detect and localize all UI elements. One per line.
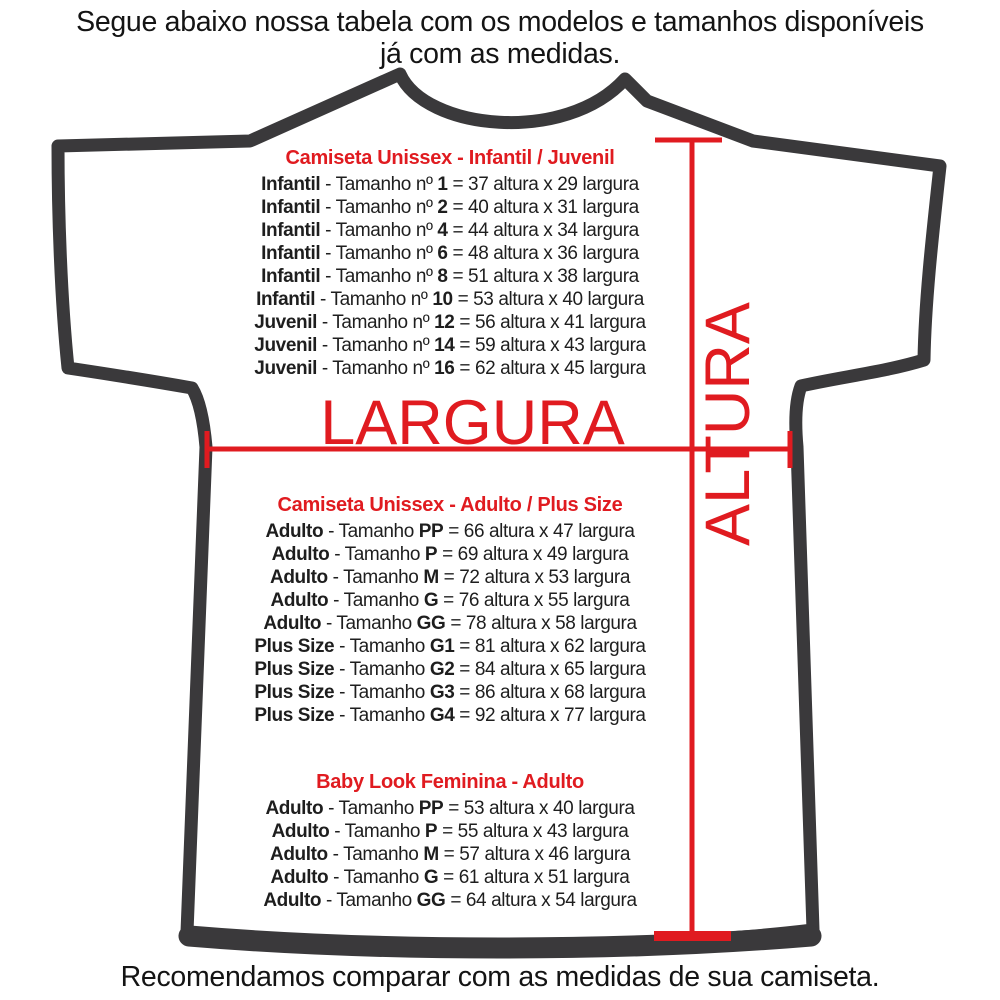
row-text: - Tamanho nº xyxy=(320,174,438,195)
row-category: Infantil xyxy=(261,220,321,241)
row-category: Adulto xyxy=(263,613,322,634)
row-text: - Tamanho xyxy=(323,521,419,542)
row-text: - Tamanho nº xyxy=(320,220,438,241)
footer-text: Recomendamos comparar com as medidas de sua camiseta. xyxy=(120,961,880,993)
row-text: - Tamanho xyxy=(334,682,430,703)
section-adulto-plus-size xyxy=(100,493,800,727)
size-row xyxy=(100,820,800,843)
row-text: - Tamanho nº xyxy=(316,335,435,356)
row-text: = 53 altura x 40 largura xyxy=(443,798,635,819)
section-rows xyxy=(100,173,800,380)
row-text: = 40 altura x 31 largura xyxy=(447,197,639,218)
size-row xyxy=(100,704,800,727)
row-text: = 53 altura x 40 largura xyxy=(452,289,644,310)
section-title: Camiseta Unissex - Infantil / Juvenil xyxy=(285,147,615,169)
size-row xyxy=(100,658,800,681)
row-category: Juvenil xyxy=(254,312,317,333)
row-size: G xyxy=(423,867,439,888)
row-size: 2 xyxy=(437,197,448,218)
size-row xyxy=(100,311,800,334)
size-row xyxy=(100,196,800,219)
size-row xyxy=(100,843,800,866)
row-size: 1 xyxy=(437,174,448,195)
size-row xyxy=(100,357,800,380)
section-infantil-juvenil xyxy=(100,146,800,380)
size-row xyxy=(100,265,800,288)
row-text: - Tamanho xyxy=(329,821,425,842)
row-text: = 57 altura x 46 largura xyxy=(438,844,630,865)
row-category: Infantil xyxy=(261,266,321,287)
row-text: - Tamanho xyxy=(327,844,424,865)
row-text: - Tamanho xyxy=(334,636,430,657)
intro-line-1: Segue abaixo nossa tabela com os modelos e tamanhos disponíveis xyxy=(76,6,924,38)
row-category: Infantil xyxy=(261,174,321,195)
size-row xyxy=(100,589,800,612)
row-category: Adulto xyxy=(265,521,324,542)
row-category: Plus Size xyxy=(254,659,335,680)
size-row xyxy=(100,681,800,704)
row-text: - Tamanho nº xyxy=(320,266,438,287)
row-text: - Tamanho nº xyxy=(320,197,438,218)
row-size: 10 xyxy=(432,289,453,310)
row-category: Juvenil xyxy=(254,335,317,356)
row-text: - Tamanho xyxy=(328,867,424,888)
row-text: = 78 altura x 58 largura xyxy=(445,613,637,634)
row-size: M xyxy=(423,567,439,588)
row-text: - Tamanho xyxy=(328,590,424,611)
row-size: 6 xyxy=(437,243,448,264)
row-text: - Tamanho nº xyxy=(315,289,433,310)
altura-label: ALTURA xyxy=(693,302,763,546)
row-text: = 51 altura x 38 largura xyxy=(447,266,639,287)
row-text: = 55 altura x 43 largura xyxy=(437,821,629,842)
row-category: Adulto xyxy=(263,890,322,911)
section-baby-look xyxy=(100,770,800,912)
size-row xyxy=(100,334,800,357)
row-text: = 72 altura x 53 largura xyxy=(438,567,630,588)
section-title: Baby Look Feminina - Adulto xyxy=(316,771,584,793)
row-category: Adulto xyxy=(265,798,324,819)
size-row xyxy=(100,566,800,589)
size-row xyxy=(100,242,800,265)
row-text: = 81 altura x 62 largura xyxy=(454,636,646,657)
row-category: Adulto xyxy=(270,844,328,865)
row-category: Adulto xyxy=(271,821,330,842)
size-row xyxy=(100,543,800,566)
row-text: = 61 altura x 51 largura xyxy=(438,867,630,888)
row-category: Adulto xyxy=(270,590,329,611)
row-text: = 76 altura x 55 largura xyxy=(438,590,630,611)
row-text: = 69 altura x 49 largura xyxy=(437,544,629,565)
intro-text xyxy=(0,6,1000,70)
row-text: = 44 altura x 34 largura xyxy=(447,220,639,241)
row-size: 16 xyxy=(434,358,455,379)
row-size: PP xyxy=(418,798,444,819)
row-category: Infantil xyxy=(261,243,321,264)
row-size: P xyxy=(424,821,438,842)
row-text: - Tamanho xyxy=(323,798,419,819)
row-text: - Tamanho nº xyxy=(320,243,438,264)
row-size: 12 xyxy=(434,312,455,333)
intro-line-2: já com as medidas. xyxy=(379,38,621,70)
row-text: = 62 altura x 45 largura xyxy=(454,358,646,379)
row-size: G4 xyxy=(429,705,455,726)
row-category: Adulto xyxy=(270,867,329,888)
row-size: 8 xyxy=(437,266,448,287)
row-size: 14 xyxy=(434,335,455,356)
size-row xyxy=(100,797,800,820)
row-text: - Tamanho xyxy=(321,613,417,634)
row-text: - Tamanho nº xyxy=(316,312,435,333)
row-text: - Tamanho xyxy=(329,544,425,565)
size-row xyxy=(100,288,800,311)
row-size: G3 xyxy=(429,682,455,703)
row-text: = 59 altura x 43 largura xyxy=(454,335,646,356)
row-text: = 66 altura x 47 largura xyxy=(443,521,635,542)
size-row xyxy=(100,219,800,242)
row-size: G xyxy=(423,590,439,611)
row-size: G2 xyxy=(429,659,455,680)
row-size: PP xyxy=(418,521,444,542)
size-row xyxy=(100,612,800,635)
size-row xyxy=(100,889,800,912)
section-rows xyxy=(100,797,800,912)
row-size: GG xyxy=(416,613,446,634)
size-row xyxy=(100,866,800,889)
row-text: - Tamanho xyxy=(334,705,430,726)
row-text: = 48 altura x 36 largura xyxy=(447,243,639,264)
row-size: GG xyxy=(416,890,446,911)
row-size: M xyxy=(423,844,439,865)
size-row xyxy=(100,635,800,658)
row-category: Adulto xyxy=(271,544,330,565)
row-category: Plus Size xyxy=(254,636,335,657)
row-size: P xyxy=(424,544,438,565)
size-row xyxy=(100,173,800,196)
row-text: - Tamanho nº xyxy=(316,358,435,379)
row-text: = 92 altura x 77 largura xyxy=(454,705,646,726)
row-category: Adulto xyxy=(270,567,328,588)
size-row xyxy=(100,520,800,543)
row-size: G1 xyxy=(429,636,455,657)
section-title: Camiseta Unissex - Adulto / Plus Size xyxy=(277,494,623,516)
largura-label: LARGURA xyxy=(320,388,625,458)
row-category: Plus Size xyxy=(254,705,335,726)
row-text: - Tamanho xyxy=(334,659,430,680)
row-text: - Tamanho xyxy=(327,567,424,588)
row-category: Juvenil xyxy=(254,358,317,379)
row-text: = 84 altura x 65 largura xyxy=(454,659,646,680)
row-text: = 56 altura x 41 largura xyxy=(454,312,646,333)
row-category: Plus Size xyxy=(254,682,335,703)
row-size: 4 xyxy=(437,220,448,241)
row-text: = 37 altura x 29 largura xyxy=(447,174,639,195)
section-rows xyxy=(100,520,800,727)
row-text: - Tamanho xyxy=(321,890,417,911)
row-text: = 86 altura x 68 largura xyxy=(454,682,646,703)
row-text: = 64 altura x 54 largura xyxy=(445,890,637,911)
row-category: Infantil xyxy=(261,197,321,218)
row-category: Infantil xyxy=(256,289,316,310)
